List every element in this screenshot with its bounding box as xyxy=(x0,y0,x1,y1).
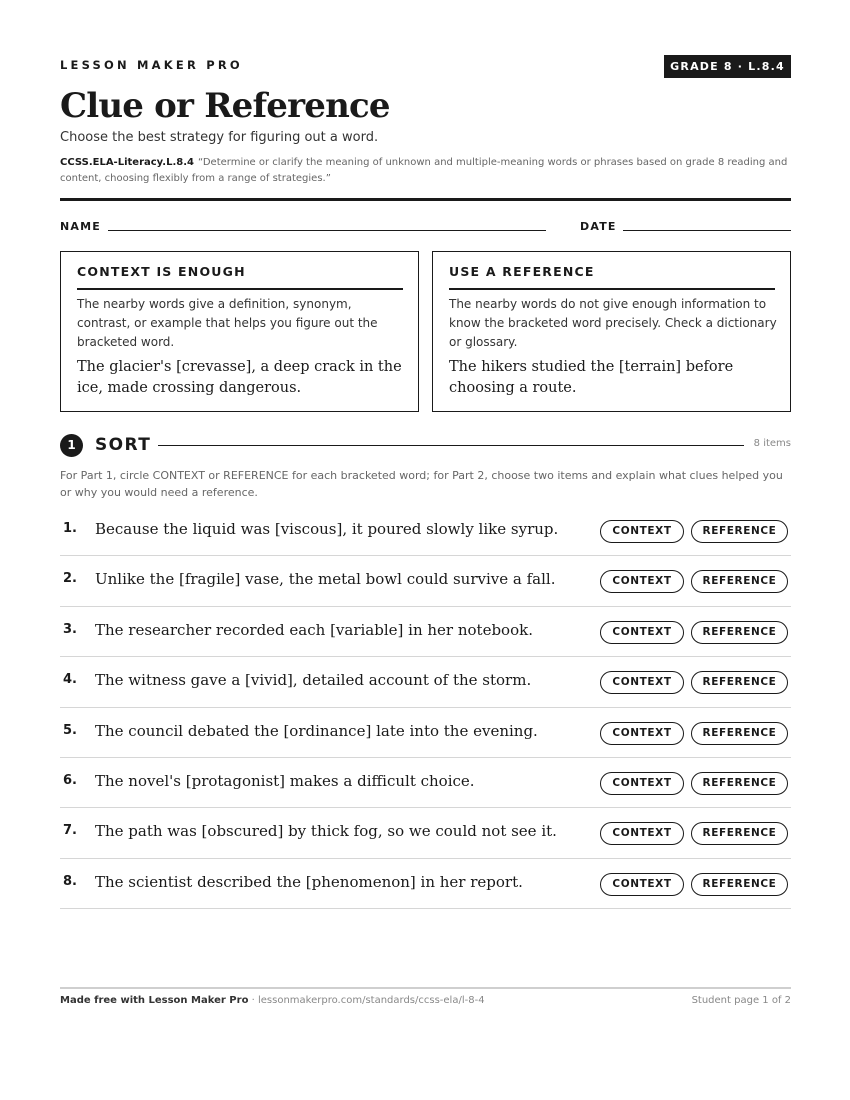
standard-code: CCSS.ELA-Literacy.L.8.4 xyxy=(60,157,194,168)
list-item xyxy=(60,657,791,707)
header-divider xyxy=(60,198,791,201)
context-option-button[interactable]: CONTEXT xyxy=(600,570,684,593)
footer-credit xyxy=(60,995,485,1006)
item-number: 8. xyxy=(63,873,77,889)
section-divider xyxy=(158,445,744,446)
page-indicator: Student page 1 of 2 xyxy=(691,995,791,1006)
item-sentence: The witness gave a [vivid], detailed account of the storm. xyxy=(95,671,532,690)
reference-option-button[interactable]: REFERENCE xyxy=(691,822,788,845)
worksheet-page xyxy=(60,0,791,1100)
context-option-button[interactable]: CONTEXT xyxy=(600,822,684,845)
item-sentence: The path was [obscured] by thick fog, so we could not see it. xyxy=(95,822,557,841)
card-example: The glacier's [crevasse], a deep crack in the ice, made crossing dangerous. xyxy=(77,359,402,396)
reference-option-button[interactable]: REFERENCE xyxy=(691,722,788,745)
item-sentence: The researcher recorded each [variable] in her notebook. xyxy=(95,620,533,639)
reference-strategy-card xyxy=(432,251,791,412)
item-number: 7. xyxy=(63,823,77,839)
footer-made-with: Made free with Lesson Maker Pro xyxy=(60,995,249,1006)
page-title: Clue or Reference xyxy=(60,86,390,126)
section-instructions: For Part 1, circle CONTEXT or REFERENCE for each bracketed word; for Part 2, choose two items and explain what clues helped you or why you would need a reference. xyxy=(60,469,783,499)
page-subtitle: Choose the best strategy for figuring out a word. xyxy=(60,130,379,145)
standard-text: “Determine or clarify the meaning of unknown and multiple-meaning words or phrases based on grade 8 reading and content, choosing flexibly from a range of strategies.” xyxy=(60,157,788,184)
list-item xyxy=(60,859,791,909)
item-number: 4. xyxy=(63,672,77,688)
footer-divider xyxy=(60,987,791,989)
context-option-button[interactable]: CONTEXT xyxy=(600,772,684,795)
list-item xyxy=(60,506,791,556)
card-heading: CONTEXT IS ENOUGH xyxy=(77,264,246,279)
context-option-button[interactable]: CONTEXT xyxy=(600,671,684,694)
section-number: 1 xyxy=(60,434,83,457)
reference-option-button[interactable]: REFERENCE xyxy=(691,671,788,694)
sort-item-list xyxy=(60,506,791,909)
date-label: DATE xyxy=(580,220,617,233)
name-field[interactable] xyxy=(108,230,546,231)
reference-option-button[interactable]: REFERENCE xyxy=(691,520,788,543)
name-label: NAME xyxy=(60,220,101,233)
item-number: 1. xyxy=(63,521,77,536)
list-item xyxy=(60,758,791,808)
context-option-button[interactable]: CONTEXT xyxy=(600,520,684,543)
list-item xyxy=(60,708,791,758)
date-field[interactable] xyxy=(623,230,791,231)
reference-option-button[interactable]: REFERENCE xyxy=(691,570,788,593)
list-item xyxy=(60,607,791,657)
item-sentence: The scientist described the [phenomenon] in her report. xyxy=(95,872,523,891)
card-example: The hikers studied the [terrain] before choosing a route. xyxy=(449,359,734,396)
item-sentence: Unlike the [fragile] vase, the metal bowl could survive a fall. xyxy=(95,570,556,589)
item-sentence: Because the liquid was [viscous], it poured slowly like syrup. xyxy=(95,520,559,538)
context-option-button[interactable]: CONTEXT xyxy=(600,621,684,644)
item-count: 8 items xyxy=(753,438,791,449)
footer-url[interactable]: · lessonmakerpro.com/standards/ccss-ela/l-8-4 xyxy=(251,995,485,1006)
context-strategy-card xyxy=(60,251,419,412)
item-number: 5. xyxy=(63,722,77,738)
grade-badge: GRADE 8 · L.8.4 xyxy=(664,55,791,78)
item-sentence: The council debated the [ordinance] late into the evening. xyxy=(95,721,538,740)
context-option-button[interactable]: CONTEXT xyxy=(600,873,684,896)
reference-option-button[interactable]: REFERENCE xyxy=(691,621,788,644)
standard-statement xyxy=(60,155,791,187)
card-heading: USE A REFERENCE xyxy=(449,264,595,279)
item-sentence: The novel's [protagonist] makes a difficult choice. xyxy=(95,771,475,790)
item-number: 2. xyxy=(63,571,77,587)
section-title: SORT xyxy=(95,435,152,455)
reference-option-button[interactable]: REFERENCE xyxy=(691,873,788,896)
list-item xyxy=(60,808,791,858)
item-number: 6. xyxy=(63,772,77,788)
context-option-button[interactable]: CONTEXT xyxy=(600,722,684,745)
card-divider xyxy=(449,288,775,290)
card-divider xyxy=(77,288,403,290)
reference-option-button[interactable]: REFERENCE xyxy=(691,772,788,795)
item-number: 3. xyxy=(63,621,77,637)
brand-name: LESSON MAKER PRO xyxy=(60,58,243,72)
card-description: The nearby words do not give enough information to know the bracketed word precisely. Check a dictionary or glossary. xyxy=(449,297,777,349)
card-description: The nearby words give a definition, synonym, contrast, or example that helps you figure out the bracketed word. xyxy=(77,297,378,349)
list-item xyxy=(60,556,791,606)
